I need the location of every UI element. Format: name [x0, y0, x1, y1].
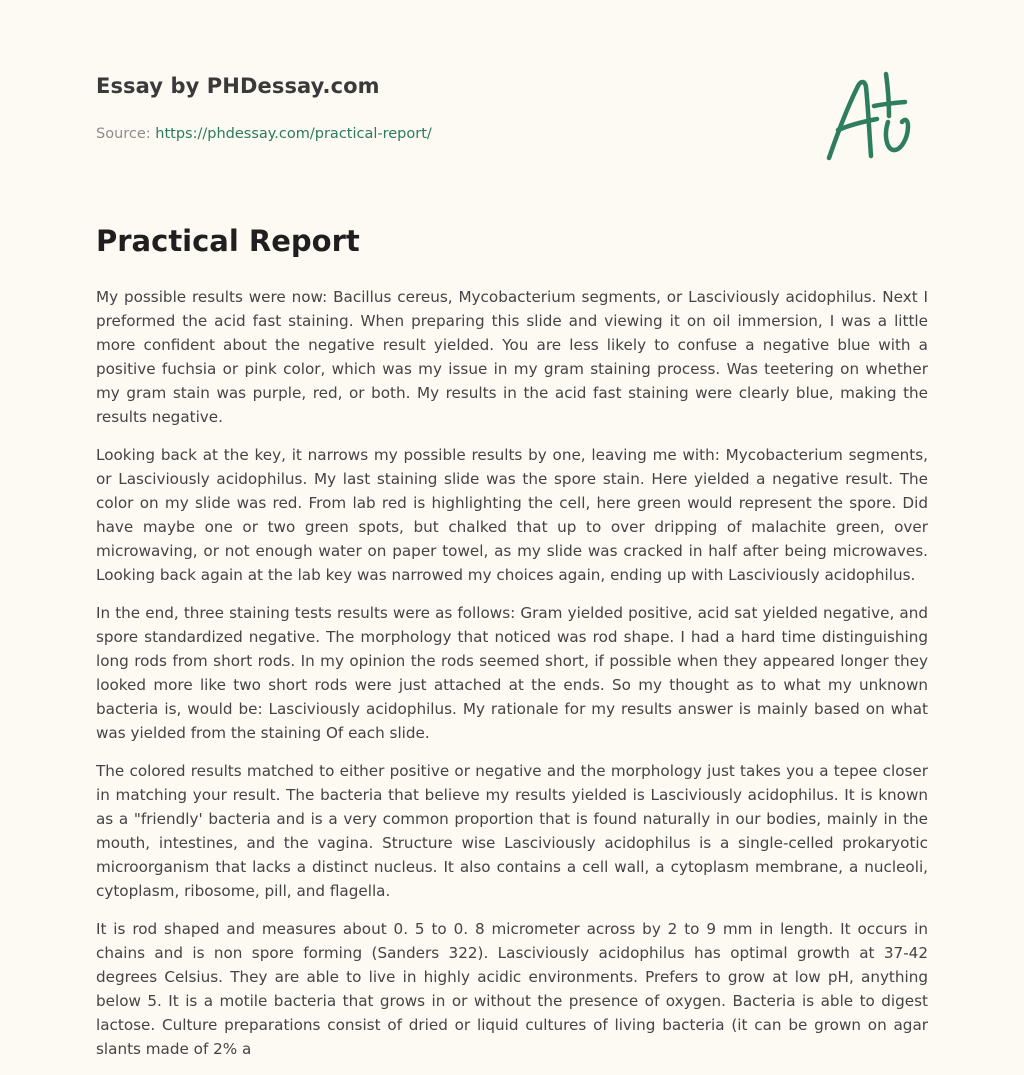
source-label: Source:	[96, 126, 151, 142]
essay-paragraph: In the end, three staining tests results were as follows: Gram yielded positive, acid sat yielded negative, and spore standardized negative. The morphology that noticed was rod shape. I had a hard time distinguishing long rods from short rods. In my opinion the rods seemed short, if possible when they appeared longer they looked more like two short rods were just attached at the ends. So my thought as to what my unknown bacteria is, would be: Lasciviously acidophilus. My rationale for my results answer is mainly based on what was yielded from the staining Of each slide.	[96, 604, 928, 742]
a-plus-grade-icon	[822, 66, 932, 166]
essay-paragraph: Looking back at the key, it narrows my possible results by one, leaving me with: Mycobacterium segments, or Lasciviously acidophilus. My last staining slide was the spore stain. Here yielded a negative result. The color on my slide was red. From lab red is highlighting the cell, here green would represent the spore. Did have maybe one or two green spots, but chalked that up to over dripping of malachite green, over microwaving, or not enough water on paper towel, as my slide was cracked in half after being microwaves. Looking back again at the lab key was narrowed my choices again, ending up with Lasciviously acidophilus.	[96, 446, 928, 584]
essay-body	[96, 285, 928, 1075]
essay-paragraph: It is rod shaped and measures about 0. 5 to 0. 8 micrometer across by 2 to 9 mm in length. It occurs in chains and is non spore forming (Sanders 322). Lasciviously acidophilus has optimal growth at 37-42 degrees Celsius. They are able to live in highly acidic environments. Prefers to grow at low pH, anything below 5. It is a motile bacteria that grows in or without the presence of oxygen. Bacteria is able to digest lactose. Culture preparations consist of dried or liquid cultures of living bacteria (it can be grown on agar slants made of 2% a	[96, 920, 928, 1058]
source-line	[96, 126, 432, 142]
page-header	[96, 74, 928, 142]
essay-paragraph: The colored results matched to either positive or negative and the morphology just takes you a tepee closer in matching your result. The bacteria that believe my results yielded is Lasciviously acidophilus. It is known as a "friendly' bacteria and is a very common proportion that is found naturally in our bodies, mainly in the mouth, intestines, and the vagina. Structure wise Lasciviously acidophilus is a single-celled prokaryotic microorganism that lacks a distinct nucleus. It also contains a cell wall, a cytoplasm membrane, a nucleoli, cytoplasm, ribosome, pill, and flagella.	[96, 762, 928, 900]
source-link[interactable]: https://phdessay.com/practical-report/	[155, 126, 432, 142]
essay-title: Practical Report	[96, 224, 360, 258]
site-brand: Essay by PHDessay.com	[96, 74, 380, 98]
essay-paragraph: My possible results were now: Bacillus cereus, Mycobacterium segments, or Lasciviously acidophilus. Next I preformed the acid fast staining. When preparing this slide and viewing it on oil immersion, I was a little more confident about the negative result yielded. You are less likely to confuse a negative blue with a positive fuchsia or pink color, which was my issue in my gram staining process. Was teetering on whether my gram stain was purple, red, or both. My results in the acid fast staining were clearly blue, making the results negative.	[96, 288, 928, 426]
